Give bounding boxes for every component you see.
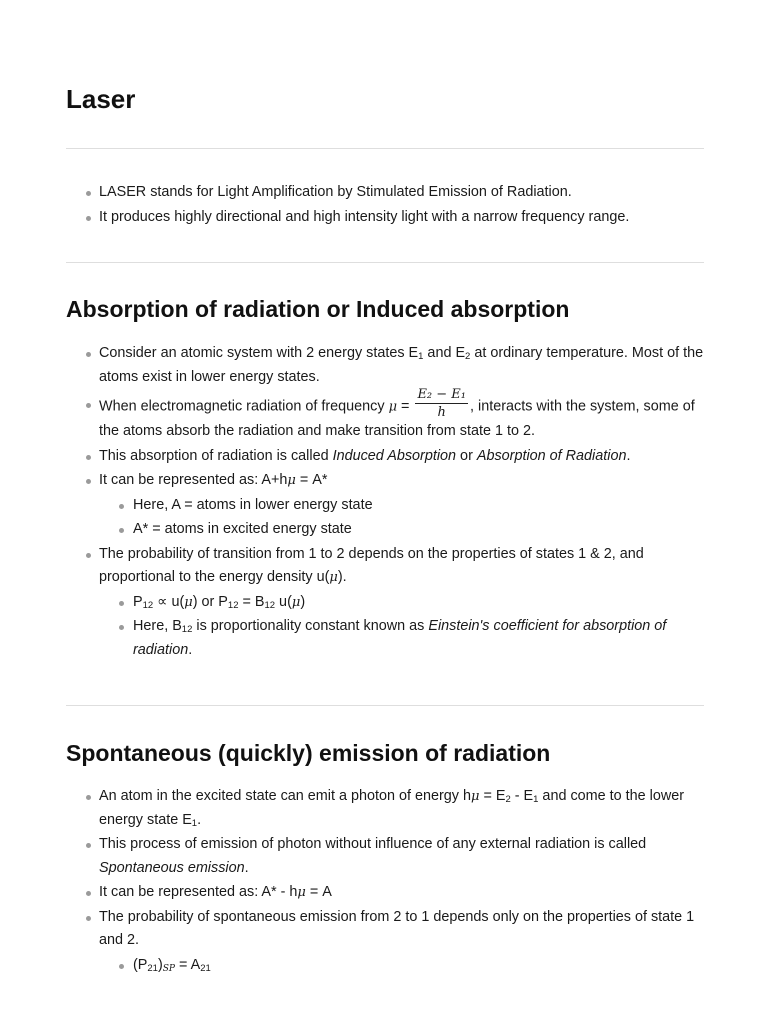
intro-list [66,181,704,230]
list-item: This process of emission of photon without influence of any external radiation is called Spontaneous emission. [66,833,704,880]
list-item: Consider an atomic system with 2 energy states $E_1$ and $E_2$ at ordinary temperature. Most of the atoms exist in lower energy states. [66,342,704,389]
divider [66,262,704,263]
list-item: It produces highly directional and high intensity light with a narrow frequency range. [66,206,704,230]
divider [66,705,704,706]
list-item: The probability of spontaneous emission from 2 to 1 depends only on the properties of state 1 and 2. $(P_{21})_{SP} = A_{21}$ [66,906,704,978]
list-item: It can be represented as: A* - hμ = A [66,881,704,905]
list-item: An atom in the excited state can emit a photon of energy $h\mu = E_2 - E_1$ and come to the lower energy state $E_1$. [66,785,704,832]
list-item: The probability of transition from 1 to 2 depends on the properties of states 1 & 2, and proportional to the energy density u(μ). $P_{12} \propto u(\mu)$ or $P_{12} = B_{12}$ u(μ) Here, $B_{12}$ is proportionality constant known as Einstein's coefficient for absorption of radiation. [66,543,704,663]
sub-list [99,494,704,542]
sub-list-item: Here, $B_{12}$ is proportionality constant known as Einstein's coefficient for absorption of radiation. [99,615,704,662]
sub-list-item: $(P_{21})_{SP} = A_{21}$ [99,954,704,978]
list-item: This absorption of radiation is called Induced Absorption or Absorption of Radiation. [66,445,704,469]
math-mu: μ [388,399,398,415]
frequency-fraction: $\frac{\text{E₂ − E₁}}{h}$ [417,387,466,420]
section-heading-absorption: Absorption of radiation or Induced absorption [66,296,570,322]
section-heading-spontaneous: Spontaneous (quickly) emission of radiation [66,740,551,766]
sub-list-item: Here, A = atoms in lower energy state [99,494,704,518]
spontaneous-list [66,785,704,978]
divider [66,148,704,149]
sub-list-item: $P_{12} \propto u(\mu)$ or $P_{12} = B_{12}$ u(μ) [99,591,704,615]
sub-list [99,954,704,978]
list-item: It can be represented as: A+hμ = A* Here, A = atoms in lower energy state A* = atoms in excited energy state [66,469,704,542]
list-item: When electromagnetic radiation of frequency μ = $\frac{\text{E₂ − E₁}}{h}$ , interacts with the system, some of the atoms absorb the radiation and make transition from state 1 to 2. [66,393,704,444]
page-title: Laser [66,84,136,114]
sub-list [99,591,704,663]
absorption-list [66,342,704,663]
list-item: LASER stands for Light Amplification by Stimulated Emission of Radiation. [66,181,704,205]
sub-list-item: A* = atoms in excited energy state [99,518,704,542]
